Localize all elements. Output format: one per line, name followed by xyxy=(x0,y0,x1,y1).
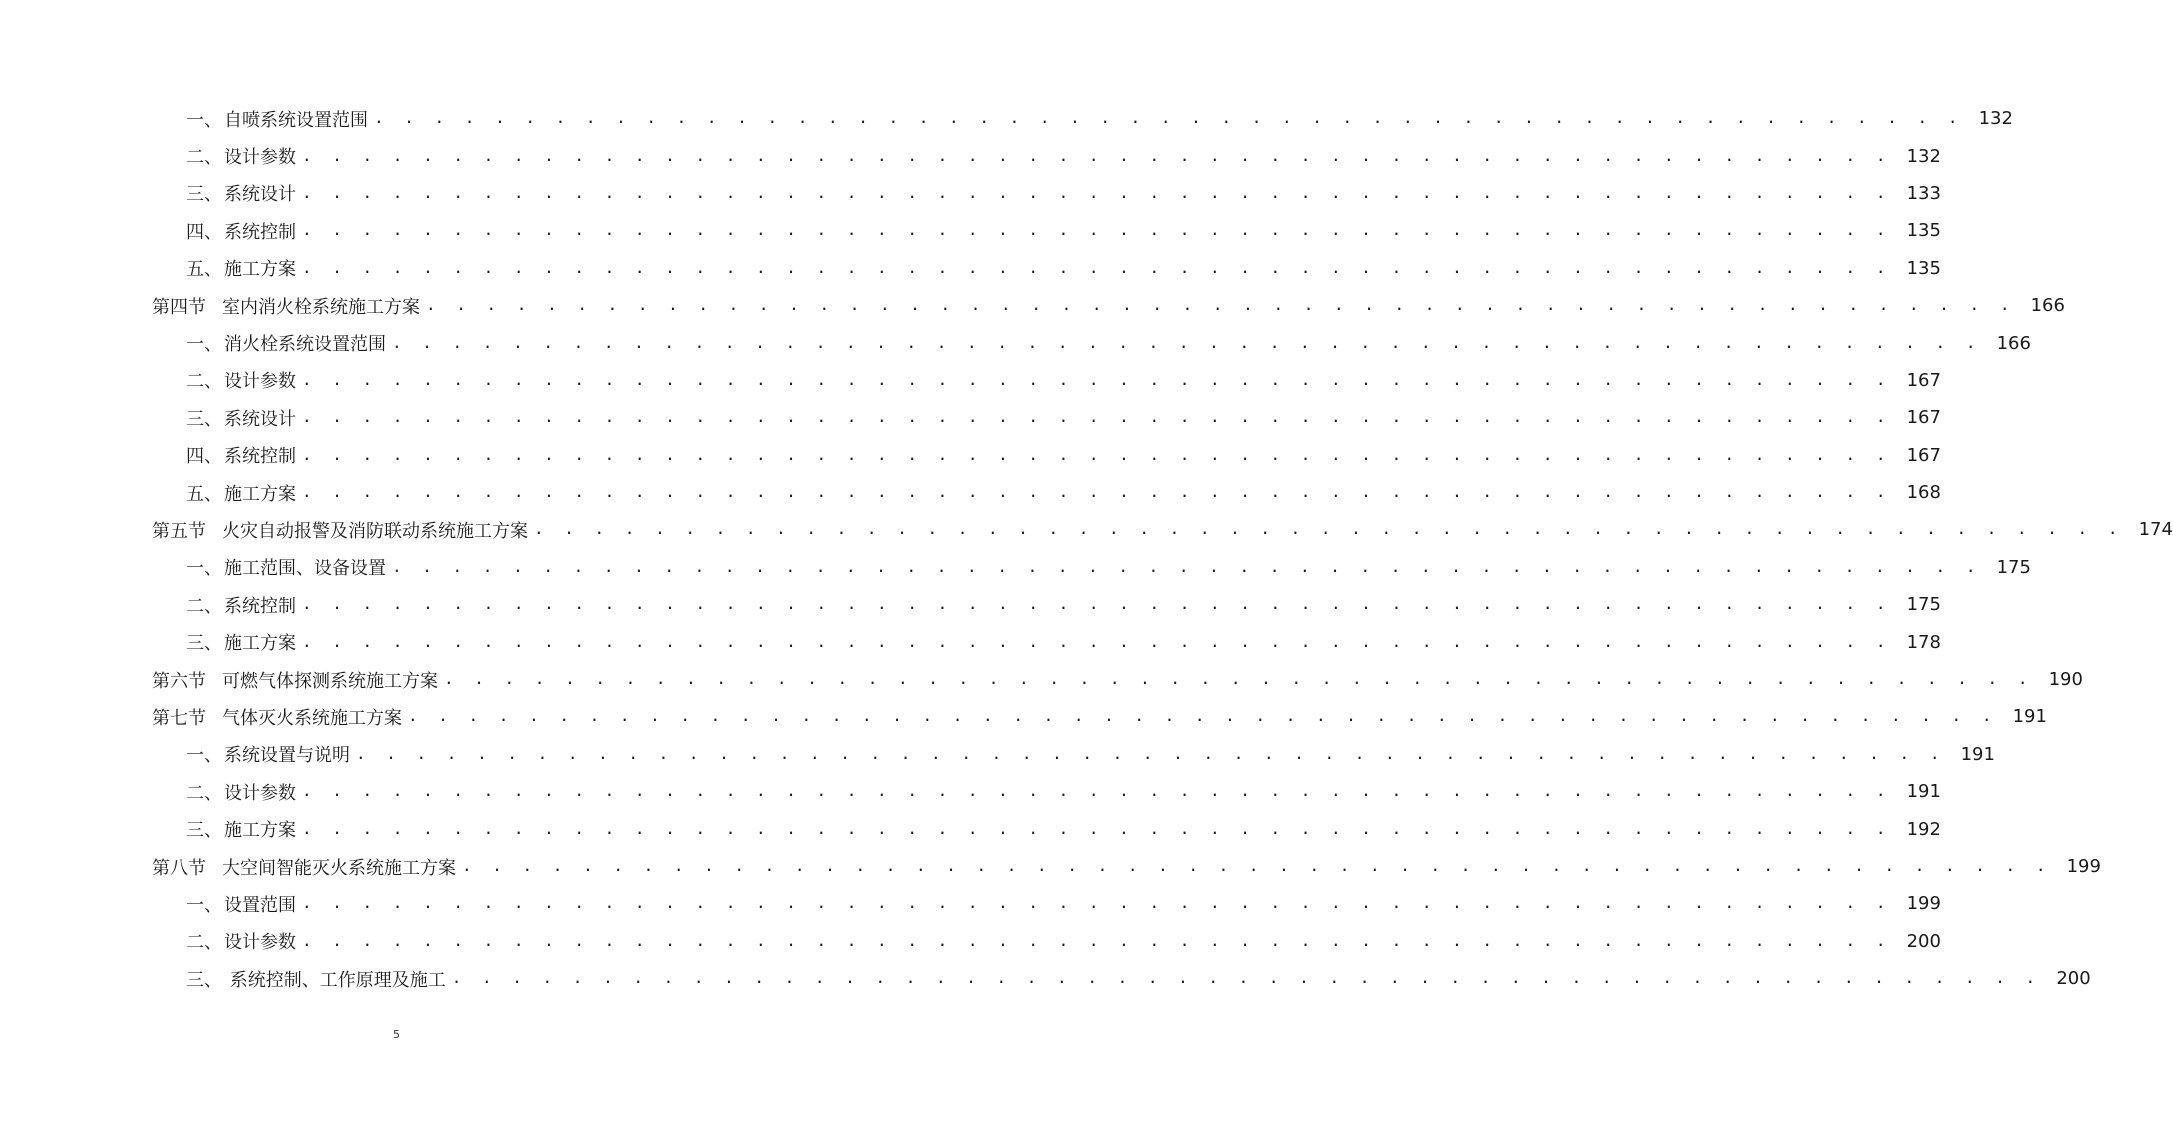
toc-entry-title: 消火栓系统设置范围 xyxy=(224,334,386,356)
toc-entry-label xyxy=(186,405,296,431)
page-number: 5 xyxy=(393,1028,400,1041)
toc-subsection-entry[interactable] xyxy=(0,549,2031,586)
toc-entry-label xyxy=(186,255,296,281)
toc-entry-label xyxy=(152,517,528,543)
toc-dot-leader: . . . . . . . . . . . . . . . . . . . . . . . . . . . . . . . . . . . . . . . . . . . . . . . . . . . . . xyxy=(302,182,1891,202)
toc-entry-number: 二、 xyxy=(186,595,222,617)
toc-entry-title: 施工方案 xyxy=(224,259,296,281)
toc-subsection-entry[interactable] xyxy=(0,586,1941,623)
toc-dot-leader: . . . . . . . . . . . . . . . . . . . . . . . . . . . . . . . . . . . . . . . . . . . . . . . . . . . . . xyxy=(302,369,1891,389)
toc-entry-label xyxy=(186,629,296,655)
toc-entry-title: 设计参数 xyxy=(224,932,296,954)
toc-dot-leader: . . . . . . . . . . . . . . . . . . . . . . . . . . . . . . . . . . . . . . . . . . . . . . . . . . . . . xyxy=(302,631,1891,651)
toc-entry-page: 167 xyxy=(1906,444,1941,466)
toc-entry-title: 设计参数 xyxy=(224,147,296,169)
toc-entry-number: 三、 xyxy=(186,633,222,655)
toc-dot-leader: . . . . . . . . . . . . . . . . . . . . . . . . . . . . . . . . . . . . . . . . . . . . . . . . . . . . . xyxy=(302,407,1891,427)
toc-entry-label xyxy=(186,891,296,917)
toc-entry-label xyxy=(186,966,446,992)
toc-dot-leader: . . . . . . . . . . . . . . . . . . . . . . . . . . . . . . . . . . . . . . . . . . . . . . . . . . . . . xyxy=(302,145,1891,165)
toc-section-entry[interactable] xyxy=(0,511,2173,548)
toc-dot-leader: . . . . . . . . . . . . . . . . . . . . . . . . . . . . . . . . . . . . . . . . . . . . . . . . . . . . . xyxy=(392,332,1981,352)
toc-dot-leader: . . . . . . . . . . . . . . . . . . . . . . . . . . . . . . . . . . . . . . . . . . . . . . . . . . . . . xyxy=(444,669,2033,689)
toc-entry-title: 系统控制 xyxy=(224,221,296,243)
toc-entry-number: 一、 xyxy=(186,745,222,767)
toc-entry-number: 三、 xyxy=(186,820,222,842)
toc-entry-page: 200 xyxy=(2056,968,2091,990)
toc-entry-label xyxy=(186,592,296,618)
toc-entry-number: 一、 xyxy=(186,558,222,580)
toc-entry-label xyxy=(186,554,386,580)
toc-subsection-entry[interactable] xyxy=(0,212,1941,249)
toc-dot-leader: . . . . . . . . . . . . . . . . . . . . . . . . . . . . . . . . . . . . . . . . . . . . . . . . . . . . . xyxy=(426,295,2015,315)
toc-dot-leader: . . . . . . . . . . . . . . . . . . . . . . . . . . . . . . . . . . . . . . . . . . . . . . . . . . . . . xyxy=(302,930,1891,950)
toc-subsection-entry[interactable] xyxy=(0,623,1941,660)
toc-entry-page: 175 xyxy=(1996,556,2031,578)
toc-entry-page: 132 xyxy=(1978,108,2013,130)
toc-entry-label xyxy=(186,928,296,954)
toc-dot-leader: . . . . . . . . . . . . . . . . . . . . . . . . . . . . . . . . . . . . . . . . . . . . . . . . . . . . . xyxy=(302,893,1891,913)
toc-dot-leader: . . . . . . . . . . . . . . . . . . . . . . . . . . . . . . . . . . . . . . . . . . . . . . . . . . . . . xyxy=(302,818,1891,838)
toc-entry-page: 200 xyxy=(1906,930,1941,952)
toc-dot-leader: . . . . . . . . . . . . . . . . . . . . . . . . . . . . . . . . . . . . . . . . . . . . . . . . . . . . . xyxy=(302,594,1891,614)
toc-dot-leader: . . . . . . . . . . . . . . . . . . . . . . . . . . . . . . . . . . . . . . . . . . . . . . . . . . . . . xyxy=(534,519,2123,539)
toc-subsection-entry[interactable] xyxy=(0,100,2013,137)
toc-entry-title: 火灾自动报警及消防联动系统施工方案 xyxy=(222,520,528,542)
toc-entry-title: 施工方案 xyxy=(224,633,296,655)
toc-entry-title: 可燃气体探测系统施工方案 xyxy=(222,670,438,692)
toc-entry-page: 135 xyxy=(1906,220,1941,242)
toc-entry-number: 四、 xyxy=(186,446,222,468)
toc-entry-number: 二、 xyxy=(186,932,222,954)
toc-entry-number: 三、 xyxy=(186,408,222,430)
toc-entry-label xyxy=(152,667,438,693)
toc-dot-leader: . . . . . . . . . . . . . . . . . . . . . . . . . . . . . . . . . . . . . . . . . . . . . . . . . . . . . xyxy=(302,444,1891,464)
toc-entry-label xyxy=(186,330,386,356)
toc-entry-number: 第七节 xyxy=(152,707,206,729)
toc-entry-page: 135 xyxy=(1906,257,1941,279)
toc-dot-leader: . . . . . . . . . . . . . . . . . . . . . . . . . . . . . . . . . . . . . . . . . . . . . . . . . . . . . xyxy=(302,781,1891,801)
toc-entry-title: 系统控制、工作原理及施工 xyxy=(224,969,446,991)
toc-entry-title: 设置范围 xyxy=(224,894,296,916)
toc-entry-page: 190 xyxy=(2048,669,2083,691)
toc-entry-label xyxy=(186,143,296,169)
toc-entry-page: 132 xyxy=(1906,145,1941,167)
toc-section-entry[interactable] xyxy=(0,661,2083,698)
toc-section-entry[interactable] xyxy=(0,287,2065,324)
toc-entry-page: 175 xyxy=(1906,594,1941,616)
toc-dot-leader: . . . . . . . . . . . . . . . . . . . . . . . . . . . . . . . . . . . . . . . . . . . . . . . . . . . . . xyxy=(302,257,1891,277)
toc-subsection-entry[interactable] xyxy=(0,362,1941,399)
toc-entry-label xyxy=(186,106,368,132)
toc-entry-title: 设计参数 xyxy=(224,371,296,393)
toc-entry-number: 五、 xyxy=(186,483,222,505)
toc-entry-label xyxy=(152,704,402,730)
toc-dot-leader: . . . . . . . . . . . . . . . . . . . . . . . . . . . . . . . . . . . . . . . . . . . . . . . . . . . . . xyxy=(451,968,2041,988)
toc-entry-number: 二、 xyxy=(186,371,222,393)
toc-entry-title: 系统控制 xyxy=(224,595,296,617)
toc-entry-page: 174 xyxy=(2138,519,2173,541)
toc-entry-title: 自喷系统设置范围 xyxy=(224,109,368,131)
toc-subsection-entry[interactable] xyxy=(0,773,1941,810)
toc-entry-page: 167 xyxy=(1906,407,1941,429)
toc-subsection-entry[interactable] xyxy=(0,399,1941,436)
toc-entry-label xyxy=(152,293,420,319)
toc-dot-leader: . . . . . . . . . . . . . . . . . . . . . . . . . . . . . . . . . . . . . . . . . . . . . . . . . . . . . xyxy=(302,220,1891,240)
toc-entry-page: 168 xyxy=(1906,482,1941,504)
toc-entry-number: 一、 xyxy=(186,109,222,131)
toc-entry-page: 167 xyxy=(1906,369,1941,391)
table-of-contents xyxy=(0,100,2173,997)
toc-subsection-entry[interactable] xyxy=(0,810,1941,847)
toc-entry-label xyxy=(186,480,296,506)
toc-entry-page: 166 xyxy=(2030,295,2065,317)
toc-entry-label xyxy=(186,779,296,805)
toc-entry-title: 室内消火栓系统施工方案 xyxy=(222,296,420,318)
toc-entry-label xyxy=(186,442,296,468)
toc-entry-title: 系统设计 xyxy=(224,184,296,206)
toc-subsection-entry[interactable] xyxy=(0,137,1941,174)
toc-entry-page: 191 xyxy=(1906,781,1941,803)
toc-entry-number: 二、 xyxy=(186,147,222,169)
toc-entry-title: 气体灭火系统施工方案 xyxy=(222,707,402,729)
toc-entry-number: 第四节 xyxy=(152,296,206,318)
toc-subsection-entry[interactable] xyxy=(0,474,1941,511)
toc-entry-label xyxy=(186,816,296,842)
toc-subsection-entry[interactable] xyxy=(0,923,1941,960)
toc-dot-leader: . . . . . . . . . . . . . . . . . . . . . . . . . . . . . . . . . . . . . . . . . . . . . . . . . . . . . xyxy=(374,108,1963,128)
toc-subsection-entry[interactable] xyxy=(0,960,2091,997)
toc-section-entry[interactable] xyxy=(0,848,2101,885)
toc-entry-number: 一、 xyxy=(186,894,222,916)
toc-entry-number: 第五节 xyxy=(152,520,206,542)
toc-dot-leader: . . . . . . . . . . . . . . . . . . . . . . . . . . . . . . . . . . . . . . . . . . . . . . . . . . . . . xyxy=(392,556,1981,576)
toc-entry-page: 199 xyxy=(1906,893,1941,915)
toc-subsection-entry[interactable] xyxy=(0,250,1941,287)
toc-entry-label xyxy=(186,741,350,767)
toc-entry-page: 133 xyxy=(1906,182,1941,204)
toc-entry-number: 一、 xyxy=(186,334,222,356)
toc-entry-title: 系统控制 xyxy=(224,446,296,468)
toc-entry-title: 设计参数 xyxy=(224,782,296,804)
toc-entry-title: 施工方案 xyxy=(224,820,296,842)
toc-entry-title: 施工方案 xyxy=(224,483,296,505)
toc-entry-page: 191 xyxy=(1960,743,1995,765)
toc-entry-number: 三、 xyxy=(186,184,222,206)
toc-entry-label xyxy=(186,180,296,206)
toc-subsection-entry[interactable] xyxy=(0,175,1941,212)
toc-dot-leader: . . . . . . . . . . . . . . . . . . . . . . . . . . . . . . . . . . . . . . . . . . . . . . . . . . . . . xyxy=(302,482,1891,502)
toc-subsection-entry[interactable] xyxy=(0,736,1995,773)
toc-entry-page: 178 xyxy=(1906,631,1941,653)
toc-subsection-entry[interactable] xyxy=(0,885,1941,922)
toc-dot-leader: . . . . . . . . . . . . . . . . . . . . . . . . . . . . . . . . . . . . . . . . . . . . . . . . . . . . . xyxy=(408,706,1997,726)
toc-entry-label xyxy=(186,218,296,244)
toc-entry-number: 三、 xyxy=(186,969,222,991)
toc-entry-title: 大空间智能灭火系统施工方案 xyxy=(222,857,456,879)
toc-subsection-entry[interactable] xyxy=(0,437,1941,474)
toc-entry-number: 第八节 xyxy=(152,857,206,879)
toc-entry-number: 五、 xyxy=(186,259,222,281)
toc-entry-title: 系统设置与说明 xyxy=(224,745,350,767)
toc-entry-label xyxy=(186,367,296,393)
toc-entry-label xyxy=(152,854,456,880)
toc-entry-page: 166 xyxy=(1996,332,2031,354)
toc-entry-page: 191 xyxy=(2012,706,2047,728)
toc-subsection-entry[interactable] xyxy=(0,324,2031,361)
toc-dot-leader: . . . . . . . . . . . . . . . . . . . . . . . . . . . . . . . . . . . . . . . . . . . . . . . . . . . . . xyxy=(462,856,2051,875)
toc-entry-page: 199 xyxy=(2066,856,2101,877)
toc-entry-page: 192 xyxy=(1906,818,1941,840)
toc-section-entry[interactable] xyxy=(0,698,2047,735)
toc-entry-number: 四、 xyxy=(186,221,222,243)
toc-entry-number: 二、 xyxy=(186,782,222,804)
toc-dot-leader: . . . . . . . . . . . . . . . . . . . . . . . . . . . . . . . . . . . . . . . . . . . . . . . . . . . . . xyxy=(356,743,1945,763)
toc-entry-number: 第六节 xyxy=(152,670,206,692)
toc-entry-title: 施工范围、设备设置 xyxy=(224,558,386,580)
toc-entry-title: 系统设计 xyxy=(224,408,296,430)
